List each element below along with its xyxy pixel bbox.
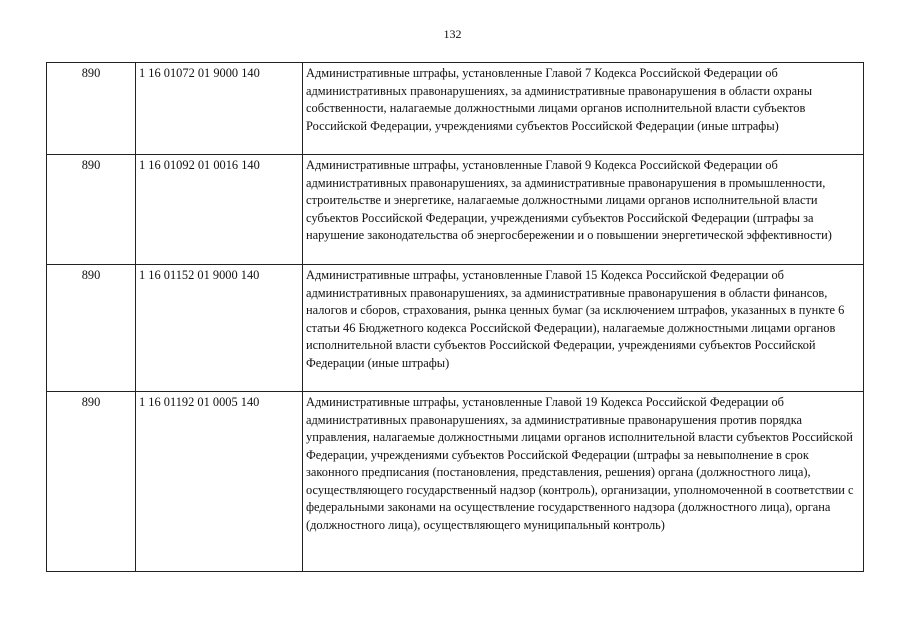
description-cell: Административные штрафы, установленные Главой 9 Кодекса Российской Федерации об административных правонарушениях, за административные правонарушения в промышленности, строительстве и энергетике, налагаемые должностными лицами органов исполнительной власти субъектов Российской Федерации, учреждениями субъектов Российской Федерации (штрафы за нарушение законодательства об энергосбережении и о повышении энергетической эффективности) [303, 155, 864, 265]
description-cell: Административные штрафы, установленные Главой 19 Кодекса Российской Федерации об административных правонарушениях, за административные правонарушения против порядка управления, налагаемые должностными лицами органов исполнительной власти субъектов Российской Федерации, учреждениями субъектов Российской Федерации (штрафы за невыполнение в срок законного предписания (постановления, представления, решения) органа (должностного лица), осуществляющего государственный надзор (контроль), организации, уполномоченной в соответствии с федеральными законами на осуществление государственного надзора (должностного лица), органа (должностного лица), осуществляющего муниципальный контроль) [303, 392, 864, 572]
admin-code-cell: 890 [47, 63, 136, 155]
admin-code-cell: 890 [47, 265, 136, 392]
kbk-code-cell: 1 16 01152 01 9000 140 [136, 265, 303, 392]
table-row [47, 63, 864, 155]
budget-codes-table [46, 62, 864, 572]
description-cell: Административные штрафы, установленные Главой 15 Кодекса Российской Федерации об административных правонарушениях, за административные правонарушения в области финансов, налогов и сборов, страхования, рынка ценных бумаг (за исключением штрафов, указанных в пункте 6 статьи 46 Бюджетного кодекса Российской Федерации), налагаемые должностными лицами органов исполнительной власти субъектов Российской Федерации, учреждениями субъектов Российской Федерации (иные штрафы) [303, 265, 864, 392]
kbk-code-cell: 1 16 01072 01 9000 140 [136, 63, 303, 155]
table-row [47, 155, 864, 265]
admin-code-cell: 890 [47, 155, 136, 265]
page-number: 132 [443, 27, 462, 41]
table-row [47, 265, 864, 392]
description-cell: Административные штрафы, установленные Главой 7 Кодекса Российской Федерации об административных правонарушениях, за административные правонарушения в области охраны собственности, налагаемые должностными лицами органов исполнительной власти субъектов Российской Федерации, учреждениями субъектов Российской Федерации (иные штрафы) [303, 63, 864, 155]
kbk-code-cell: 1 16 01092 01 0016 140 [136, 155, 303, 265]
admin-code-cell: 890 [47, 392, 136, 572]
table-row [47, 392, 864, 572]
kbk-code-cell: 1 16 01192 01 0005 140 [136, 392, 303, 572]
